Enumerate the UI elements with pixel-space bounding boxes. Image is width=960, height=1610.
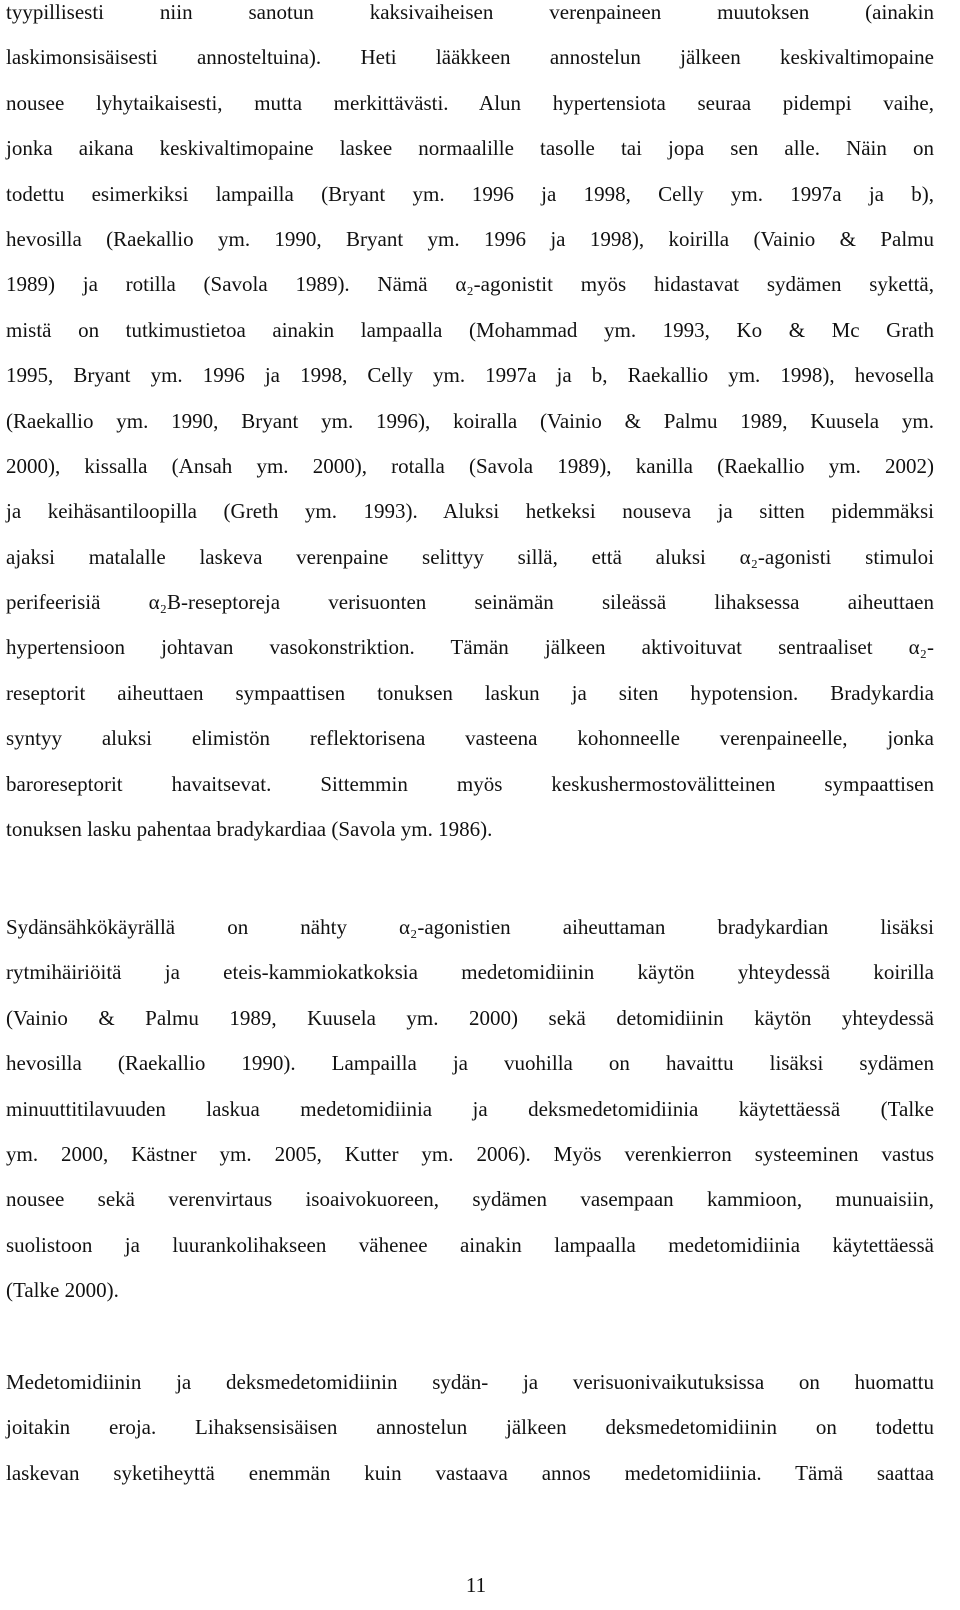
text-line: laskimonsisäisesti annosteltuina). Heti lääkkeen annostelun jälkeen keskivaltimopaine xyxy=(6,45,934,70)
text-line: (Vainio & Palmu 1989, Kuusela ym. 2000) sekä detomidiinin käytön yhteydessä xyxy=(6,1005,934,1030)
text-line: 2000), kissalla (Ansah ym. 2000), rotalla (Savola 1989), kanilla (Raekallio ym. 2002) xyxy=(6,453,934,478)
text-line: minuuttitilavuuden laskua medetomidiinia ja deksmedetomidiinia käytettäessä (Talke xyxy=(6,1096,934,1121)
text-line: jonka aikana keskivaltimopaine laskee normaalille tasolle tai jopa sen alle. Näin on xyxy=(6,136,934,161)
paragraph-3 xyxy=(6,1360,934,1496)
text-line: suolistoon ja luurankolihakseen vähenee ainakin lampaalla medetomidiinia käytettäessä xyxy=(6,1232,934,1257)
text-line: ym. 2000, Kästner ym. 2005, Kutter ym. 2006). Myös verenkierron systeeminen vastus xyxy=(6,1141,934,1166)
text-line: tyypillisesti niin sanotun kaksivaiheisen verenpaineen muutoksen (ainakin xyxy=(6,0,934,24)
text-line: hevosilla (Raekallio 1990). Lampailla ja vuohilla on havaittu lisäksi sydämen xyxy=(6,1051,934,1076)
text-line: hypertensioon johtavan vasokonstriktion. Tämän jälkeen aktivoituvat sentraaliset α₂- xyxy=(6,635,934,660)
text-line: tonuksen lasku pahentaa bradykardiaa (Savola ym. 1986). xyxy=(6,817,493,842)
text-line: (Talke 2000). xyxy=(6,1278,119,1303)
text-line: mistä on tutkimustietoa ainakin lampaalla (Mohammad ym. 1993, Ko & Mc Grath xyxy=(6,317,934,342)
paragraph-1 xyxy=(6,0,934,852)
text-line: ja keihäsantiloopilla (Greth ym. 1993). Aluksi hetkeksi nouseva ja sitten pidemmäksi xyxy=(6,499,934,524)
text-line: Medetomidiinin ja deksmedetomidiinin sydän- ja verisuonivaikutuksissa on huomattu xyxy=(6,1370,934,1394)
text-line: baroreseptorit havaitsevat. Sittemmin myös keskushermostovälitteinen sympaattisen xyxy=(6,771,934,796)
text-line: syntyy aluksi elimistön reflektorisena vasteena kohonneelle verenpaineelle, jonka xyxy=(6,726,934,751)
text-line: reseptorit aiheuttaen sympaattisen tonuksen laskun ja siten hypotension. Bradykardia xyxy=(6,680,934,705)
text-line: todettu esimerkiksi lampailla (Bryant ym. 1996 ja 1998, Celly ym. 1997a ja b), xyxy=(6,181,934,206)
text-line: ajaksi matalalle laskeva verenpaine selittyy sillä, että aluksi α₂-agonisti stimuloi xyxy=(6,544,934,569)
text-line: rytmihäiriöitä ja eteis-kammiokatkoksia medetomidiinin käytön yhteydessä koirilla xyxy=(6,960,934,985)
page-number: 11 xyxy=(465,1573,487,1597)
text-line: Sydänsähkökäyrällä on nähty α₂-agonistien aiheuttaman bradykardian lisäksi xyxy=(6,915,934,939)
text-line: 1989) ja rotilla (Savola 1989). Nämä α₂-agonistit myös hidastavat sydämen sykettä, xyxy=(6,272,934,297)
text-line: (Raekallio ym. 1990, Bryant ym. 1996), koiralla (Vainio & Palmu 1989, Kuusela ym. xyxy=(6,408,934,433)
text-line: joitakin eroja. Lihaksensisäisen annostelun jälkeen deksmedetomidiinin on todettu xyxy=(6,1415,934,1440)
text-line: nousee sekä verenvirtaus isoaivokuoreen, sydämen vasempaan kammioon, munuaisiin, xyxy=(6,1187,934,1212)
text-line: 1995, Bryant ym. 1996 ja 1998, Celly ym. 1997a ja b, Raekallio ym. 1998), hevosella xyxy=(6,363,934,388)
text-line: laskevan syketiheyttä enemmän kuin vastaava annos medetomidiinia. Tämä saattaa xyxy=(6,1460,934,1485)
text-line: nousee lyhytaikaisesti, mutta merkittävästi. Alun hypertensiota seuraa pidempi vaihe, xyxy=(6,90,934,115)
text-line: hevosilla (Raekallio ym. 1990, Bryant ym. 1996 ja 1998), koirilla (Vainio & Palmu xyxy=(6,226,934,251)
paragraph-2 xyxy=(6,905,934,1314)
text-line: perifeerisiä α₂B-reseptoreja verisuonten seinämän sileässä lihaksessa aiheuttaen xyxy=(6,590,934,615)
